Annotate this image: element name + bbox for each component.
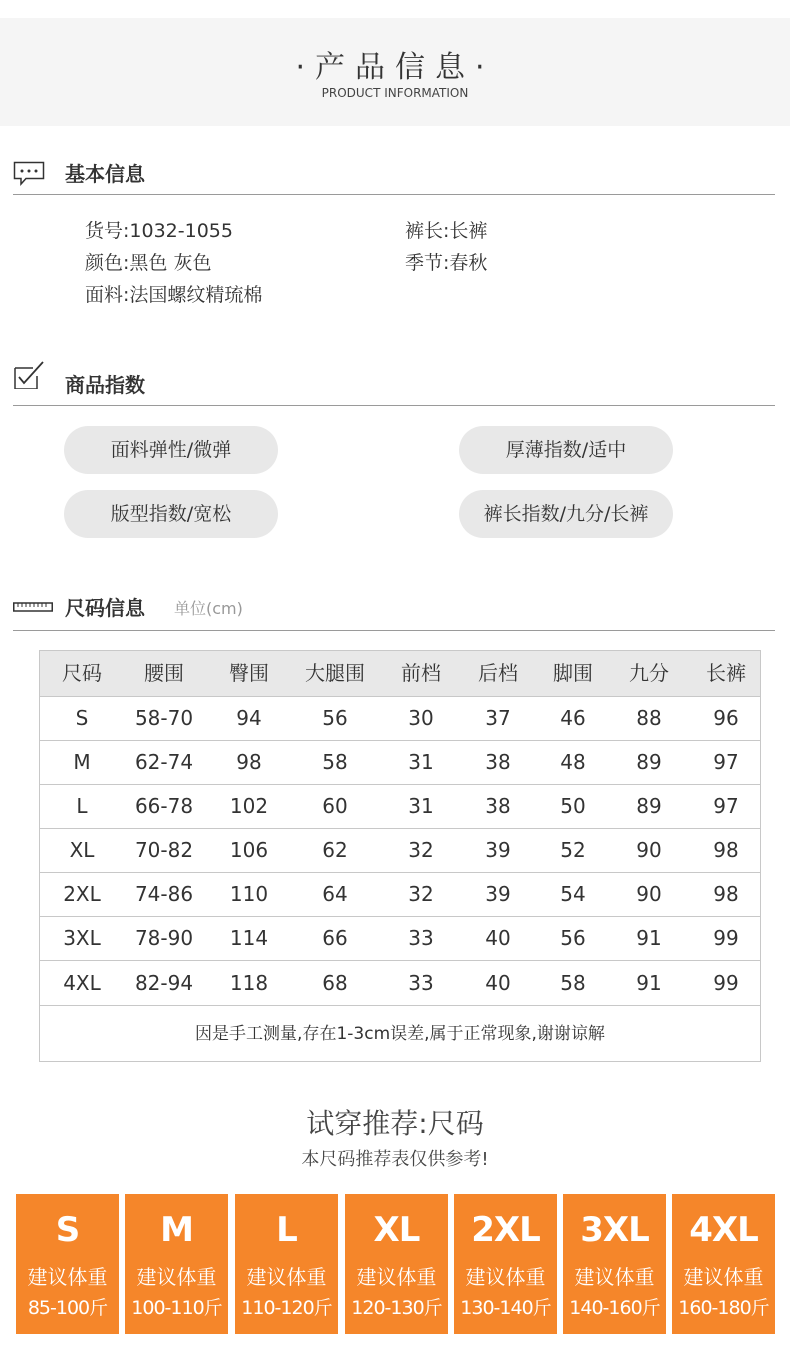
table-cell: 91 [636, 971, 662, 995]
table-cell: 89 [636, 794, 662, 818]
table-cell: 31 [408, 794, 434, 818]
size-card-weight: 100-110斤 [131, 1297, 222, 1319]
table-cell: 102 [229, 794, 269, 818]
table-cell: 32 [408, 838, 434, 862]
index-pill-elasticity: 面料弹性/微弹 [64, 426, 278, 474]
page-title: ·产品信息· [295, 50, 495, 85]
table-cell: 118 [229, 971, 269, 995]
size-card-label: 建议体重 [27, 1265, 108, 1289]
recommend-title: 试穿推荐:尺码 [306, 1107, 484, 1140]
table-cell: 52 [560, 838, 586, 862]
table-header-cell: 前档 [401, 661, 441, 685]
table-cell: 74-86 [134, 882, 194, 906]
table-cell: 90 [636, 882, 662, 906]
table-cell: 97 [713, 794, 739, 818]
table-cell: 91 [636, 926, 662, 950]
table-cell: 62-74 [134, 750, 194, 774]
table-cell: 114 [229, 926, 269, 950]
size-card-4xl [672, 1194, 775, 1334]
table-cell: 88 [636, 706, 662, 730]
table-note: 因是手工测量,存在1-3cm误差,属于正常现象,谢谢谅解 [195, 1024, 605, 1044]
info-item-article-no: 货号:1032-1055 [85, 220, 233, 242]
index-info-header [13, 365, 775, 406]
table-cell: 30 [408, 706, 434, 730]
table-row [40, 872, 760, 917]
table-row [40, 961, 760, 1006]
page-header [0, 18, 790, 126]
size-card-weight: 110-120斤 [241, 1297, 332, 1319]
table-cell: 62 [322, 838, 348, 862]
table-cell: 2XL [63, 882, 101, 906]
table-cell: 56 [322, 706, 348, 730]
table-cell: 38 [485, 794, 511, 818]
size-card-label: 建议体重 [574, 1265, 655, 1289]
table-cell: 82-94 [134, 971, 194, 995]
table-cell: 31 [408, 750, 434, 774]
table-header-cell: 九分 [629, 661, 669, 685]
speech-bubble-icon [13, 160, 45, 186]
table-cell: 66-78 [134, 794, 194, 818]
table-cell: 89 [636, 750, 662, 774]
size-card-m [125, 1194, 228, 1334]
table-cell: 68 [322, 971, 348, 995]
table-cell: 50 [560, 794, 586, 818]
size-card-label: 建议体重 [683, 1265, 764, 1289]
size-card-label: 建议体重 [356, 1265, 437, 1289]
table-cell: 98 [713, 838, 739, 862]
table-cell: 58-70 [134, 706, 194, 730]
table-header-cell: 后档 [478, 661, 518, 685]
size-card-size: M [160, 1210, 193, 1250]
basic-info-title: 基本信息 [65, 162, 145, 186]
table-cell: 99 [713, 971, 739, 995]
table-cell: 90 [636, 838, 662, 862]
basic-info-header [13, 154, 775, 195]
size-card-size: 4XL [689, 1210, 758, 1250]
table-cell: 98 [713, 882, 739, 906]
size-card-l [235, 1194, 338, 1334]
page-subtitle: PRODUCT INFORMATION [321, 86, 469, 100]
checkbox-edit-icon [13, 357, 45, 389]
size-info-unit: 单位(cm) [174, 599, 243, 618]
size-card-2xl [454, 1194, 557, 1334]
table-cell: 58 [322, 750, 348, 774]
table-cell: 58 [560, 971, 586, 995]
size-card-weight: 85-100斤 [27, 1297, 108, 1319]
table-cell: 78-90 [134, 926, 194, 950]
table-header-cell: 大腿围 [305, 661, 365, 685]
info-item-fabric: 面料:法国螺纹精琉棉 [85, 284, 263, 306]
table-header-cell: 尺码 [62, 661, 102, 685]
table-header-cell: 腰围 [144, 661, 184, 685]
table-cell: 46 [560, 706, 586, 730]
table-row [40, 828, 760, 873]
size-table [39, 650, 761, 1062]
table-cell: 106 [229, 838, 269, 862]
table-cell: 64 [322, 882, 348, 906]
size-info-title: 尺码信息 [65, 596, 145, 620]
size-card-size: 2XL [471, 1210, 540, 1250]
size-card-label: 建议体重 [246, 1265, 327, 1289]
table-header-cell: 脚围 [553, 661, 593, 685]
table-row [40, 740, 760, 785]
size-card-label: 建议体重 [465, 1265, 546, 1289]
index-pill-fit: 版型指数/宽松 [64, 490, 278, 538]
size-card-size: 3XL [580, 1210, 649, 1250]
table-cell: 70-82 [134, 838, 194, 862]
index-pill-thickness: 厚薄指数/适中 [459, 426, 673, 474]
table-row [40, 696, 760, 741]
size-card-label: 建议体重 [136, 1265, 217, 1289]
index-info-title: 商品指数 [65, 373, 145, 397]
table-cell: 110 [229, 882, 269, 906]
size-card-size: XL [373, 1210, 420, 1250]
index-pill-length: 裤长指数/九分/长裤 [459, 490, 673, 538]
table-header-row [40, 651, 760, 697]
size-card-weight: 120-130斤 [351, 1297, 442, 1319]
table-cell: 3XL [63, 926, 101, 950]
table-cell: 4XL [63, 971, 101, 995]
size-card-size: L [276, 1210, 297, 1250]
table-cell: 33 [408, 971, 434, 995]
table-cell: 56 [560, 926, 586, 950]
table-cell: M [73, 750, 91, 774]
table-cell: 32 [408, 882, 434, 906]
table-cell: 98 [236, 750, 262, 774]
size-card-xl [345, 1194, 448, 1334]
recommend-subtitle: 本尺码推荐表仅供参考! [301, 1149, 489, 1170]
info-item-color: 颜色:黑色 灰色 [85, 252, 212, 274]
table-cell: 94 [236, 706, 262, 730]
table-cell: 40 [485, 971, 511, 995]
table-cell: 37 [485, 706, 511, 730]
table-cell: 48 [560, 750, 586, 774]
size-card-weight: 130-140斤 [460, 1297, 551, 1319]
table-cell: 97 [713, 750, 739, 774]
table-cell: 38 [485, 750, 511, 774]
size-info-header [13, 588, 775, 631]
size-card-size: S [55, 1210, 80, 1250]
table-cell: 39 [485, 838, 511, 862]
info-item-length: 裤长:长裤 [405, 220, 488, 242]
size-card-weight: 160-180斤 [678, 1297, 769, 1319]
table-cell: 33 [408, 926, 434, 950]
table-header-cell: 臀围 [229, 661, 269, 685]
table-cell: 99 [713, 926, 739, 950]
table-cell: 54 [560, 882, 586, 906]
ruler-icon [13, 600, 53, 614]
table-cell: 96 [713, 706, 739, 730]
size-card-s [16, 1194, 119, 1334]
table-header-cell: 长裤 [706, 661, 746, 685]
table-cell: 60 [322, 794, 348, 818]
info-item-season: 季节:春秋 [405, 252, 488, 274]
table-cell: 39 [485, 882, 511, 906]
table-cell: 66 [322, 926, 348, 950]
table-cell: L [76, 794, 88, 818]
table-cell: 40 [485, 926, 511, 950]
size-card-3xl [563, 1194, 666, 1334]
table-row [40, 916, 760, 961]
table-cell: S [75, 706, 89, 730]
table-cell: XL [69, 838, 95, 862]
table-row [40, 784, 760, 829]
size-card-weight: 140-160斤 [569, 1297, 660, 1319]
